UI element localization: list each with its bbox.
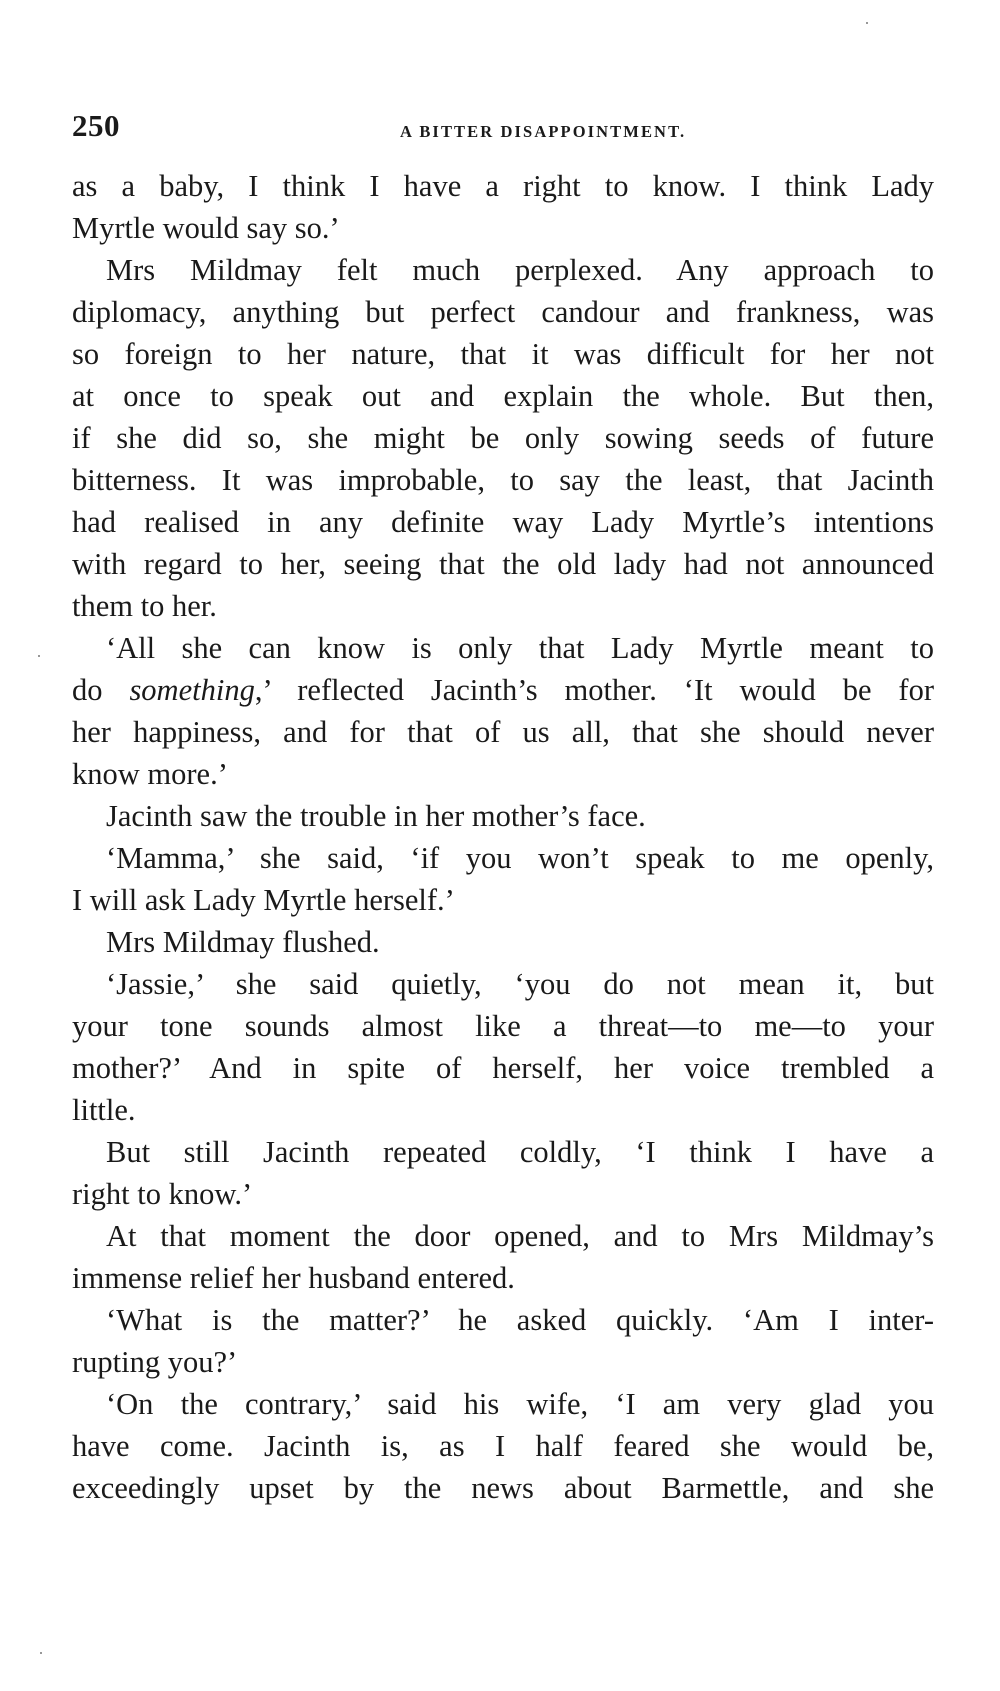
text-line: your tone sounds almost like a threat—to me—to your: [72, 1009, 934, 1043]
text-line: know more.’: [72, 757, 228, 791]
text-line: have come. Jacinth is, as I half feared she would be,: [72, 1429, 934, 1463]
text-line: mother?’ And in spite of herself, her voice trembled a: [72, 1051, 934, 1085]
paper-speck: [40, 1652, 42, 1654]
text-line: ‘All she can know is only that Lady Myrtle meant to: [106, 631, 934, 665]
text-line: rupting you?’: [72, 1345, 238, 1379]
text-line: ‘What is the matter?’ he asked quickly. ‘Am I inter-: [106, 1303, 934, 1337]
text-line: at once to speak out and explain the whole. But then,: [72, 379, 934, 413]
text-line: ‘Mamma,’ she said, ‘if you won’t speak to me openly,: [106, 841, 934, 875]
text-line: exceedingly upset by the news about Barmettle, and she: [72, 1471, 934, 1505]
page-header: [72, 108, 934, 148]
text-line: as a baby, I think I have a right to know. I think Lady: [72, 169, 934, 203]
text-line: with regard to her, seeing that the old lady had not announced: [72, 547, 934, 581]
text-line: ‘On the contrary,’ said his wife, ‘I am very glad you: [106, 1387, 934, 1421]
text-line: immense relief her husband entered.: [72, 1261, 515, 1295]
emphasized-word: something: [129, 673, 255, 707]
text-line: diplomacy, anything but perfect candour and frankness, was: [72, 295, 934, 329]
paper-speck: [866, 22, 868, 24]
text-line: them to her.: [72, 589, 217, 623]
text-line: if she did so, she might be only sowing seeds of future: [72, 421, 934, 455]
text-line: had realised in any definite way Lady Myrtle’s intentions: [72, 505, 934, 539]
text-line: ‘Jassie,’ she said quietly, ‘you do not mean it, but: [106, 967, 934, 1001]
text-line: Myrtle would say so.’: [72, 211, 340, 245]
text-line: Mrs Mildmay flushed.: [106, 925, 380, 959]
text-line: bitterness. It was improbable, to say the least, that Jacinth: [72, 463, 934, 497]
text-line: Jacinth saw the trouble in her mother’s face.: [106, 799, 646, 833]
text-line: Mrs Mildmay felt much perplexed. Any approach to: [106, 253, 934, 287]
running-head: A BITTER DISAPPOINTMENT.: [400, 122, 687, 141]
text-line: I will ask Lady Myrtle herself.’: [72, 883, 455, 917]
text-line: her happiness, and for that of us all, that she should never: [72, 715, 934, 749]
page-number: 250: [72, 108, 120, 143]
paper-speck: [38, 655, 40, 657]
text-line: little.: [72, 1093, 136, 1127]
text-line: But still Jacinth repeated coldly, ‘I think I have a: [106, 1135, 934, 1169]
text-line: do something,’ reflected Jacinth’s mother. ‘It would be for: [72, 673, 934, 707]
text-line: At that moment the door opened, and to Mrs Mildmay’s: [106, 1219, 934, 1253]
text-line: right to know.’: [72, 1177, 253, 1211]
text-line: so foreign to her nature, that it was difficult for her not: [72, 337, 934, 371]
